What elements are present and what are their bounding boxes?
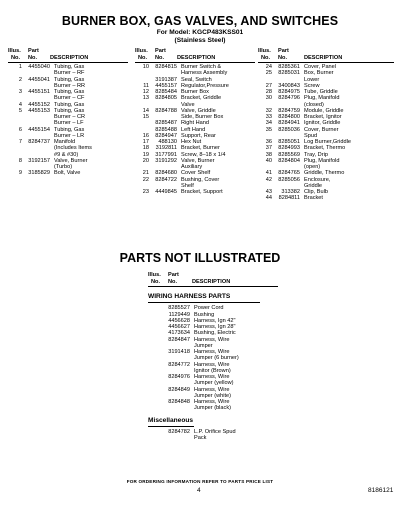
part-description	[181, 64, 255, 77]
model-info	[0, 29, 400, 45]
header-illus: Illus.	[8, 48, 21, 54]
description-line: Bolt, Valve	[54, 170, 81, 177]
page-title: BURNER BOX, GAS VALVES, AND SWITCHES	[61, 14, 339, 28]
header-rule	[8, 62, 128, 63]
illus-number: 11	[143, 82, 149, 89]
part-number: 4455153	[28, 107, 50, 114]
description-line: Bushing, Cover	[181, 176, 220, 183]
illus-number: 6	[18, 126, 22, 133]
description-line: Ignitor, Griddle	[304, 120, 341, 127]
parts-column-3	[258, 48, 394, 202]
illus-number: 24	[265, 64, 272, 70]
part-number: 8284947	[155, 132, 177, 139]
section-title-not-illustrated: PARTS NOT ILLUSTRATED	[119, 251, 281, 265]
description-line: Burner Box	[181, 89, 209, 95]
part-number: 8285056	[278, 176, 300, 183]
part-description	[304, 195, 394, 201]
header-illus-no: No.	[11, 54, 21, 61]
part-description	[304, 127, 394, 140]
part-description	[194, 362, 278, 375]
description-line: Jumper (white)	[194, 392, 231, 399]
header-illus: Illus.	[148, 272, 161, 278]
part-number: 3400843	[278, 82, 300, 89]
description-line: Bushing, Electric	[194, 330, 236, 337]
description-line: Bracket, Thermo	[304, 145, 346, 152]
description-line: Tubing, Gas	[54, 76, 85, 83]
description-line: Tube, Griddle	[304, 89, 338, 95]
parts-row	[135, 95, 255, 108]
header-rule	[135, 62, 255, 63]
description-line: Harness Assembly	[181, 70, 228, 77]
description-line: Lower	[304, 76, 320, 83]
parts-row	[148, 337, 278, 350]
part-number: 3177991	[155, 151, 177, 158]
description-line: Bracket, Support	[181, 189, 223, 195]
page-number: 4	[197, 487, 201, 494]
illus-number: 43	[265, 189, 272, 195]
description-line: Bracket, Ignitor	[304, 114, 342, 120]
description-line: (closed)	[304, 101, 324, 108]
description-line: Jumper (yellow)	[194, 380, 234, 387]
part-number: 8284975	[278, 89, 300, 95]
parts-row	[258, 177, 394, 190]
part-number: 4455152	[28, 101, 50, 108]
parts-row	[8, 158, 128, 171]
illus-number: 40	[265, 157, 272, 164]
illus-number: 9	[18, 170, 22, 177]
description-line: Enclosure,	[304, 176, 331, 183]
header-part-no: No.	[168, 278, 178, 285]
illus-number: 42	[265, 176, 272, 183]
part-description	[304, 95, 394, 108]
header-illus-no: No.	[261, 54, 271, 61]
description-line: Tubing, Gas	[54, 107, 85, 114]
illus-number: 44	[265, 195, 272, 202]
illus-number: 10	[142, 64, 149, 70]
part-number: 8284811	[278, 195, 300, 202]
description-line: Spud	[304, 132, 318, 139]
part-number: 8284804	[278, 157, 300, 164]
header-rule	[258, 62, 394, 63]
parts-row	[148, 349, 278, 362]
description-line: (open)	[304, 164, 321, 170]
wiring-harness-title: WIRING HARNESS PARTS	[148, 294, 278, 300]
header-part: Part	[28, 48, 39, 54]
parts-row	[258, 95, 394, 108]
description-line: (Includes Items	[54, 145, 92, 152]
description-line: Plug, Manifold	[304, 157, 340, 164]
part-number: 8285488	[155, 126, 177, 133]
description-line: Tubing, Gas	[54, 101, 85, 108]
description-line: Regulator,Pressure	[181, 82, 229, 89]
parts-row	[148, 374, 278, 387]
part-description	[54, 127, 128, 140]
part-number: 4455154	[28, 126, 50, 133]
description-line: Tray, Drip	[304, 151, 328, 158]
description-line: Valve	[181, 101, 195, 108]
description-line: Seal, Switch	[181, 76, 212, 83]
description-line: Harness, Wire	[194, 361, 230, 368]
header-description: DESCRIPTION	[177, 54, 216, 61]
part-number: 8284796	[278, 95, 300, 102]
part-number: 8284722	[155, 176, 177, 183]
part-number: 313382	[281, 189, 300, 195]
description-line: Jumper (6 burner)	[194, 355, 239, 362]
column-header	[258, 48, 394, 64]
illus-number: 20	[142, 157, 149, 164]
part-description	[54, 77, 128, 90]
illus-number: 34	[265, 120, 272, 127]
part-number: 3191387	[155, 76, 177, 83]
description-line: Griddle	[304, 182, 323, 189]
model-line: For Model: KGCP483KSS01	[156, 29, 244, 36]
illus-number: 41	[265, 170, 272, 177]
parts-row	[148, 399, 278, 412]
parts-row	[148, 429, 278, 442]
illus-number: 13	[142, 95, 149, 102]
part-number: 8285487	[155, 120, 177, 127]
part-description	[304, 177, 394, 190]
header-part-no: No.	[28, 54, 38, 61]
part-number: 4455041	[28, 76, 50, 83]
illus-number: 7	[18, 139, 22, 145]
part-description	[54, 158, 128, 171]
illus-number: 19	[142, 151, 149, 158]
part-number: 8284788	[155, 107, 177, 114]
part-number: 8284680	[155, 170, 177, 177]
illus-number: 17	[142, 139, 149, 145]
description-line: Harness, Ign 28"	[194, 324, 236, 330]
part-number: 8284805	[155, 95, 177, 102]
part-number: 3191292	[155, 157, 177, 164]
parts-row	[8, 170, 128, 176]
underline	[148, 426, 194, 427]
description-line: Burner – CR	[54, 114, 86, 120]
description-line: Tubing, Gas	[54, 64, 85, 70]
description-line: Harness, Wire	[194, 336, 230, 343]
part-description	[54, 64, 128, 77]
part-number: 8284849	[168, 386, 190, 393]
parts-row	[8, 64, 128, 77]
part-number: 8284772	[168, 361, 190, 368]
part-number: 4455040	[28, 64, 50, 70]
parts-row	[8, 108, 128, 127]
description-line: Shelf	[181, 182, 194, 189]
model-sub: (Stainless Steel)	[174, 37, 226, 44]
part-number: 8285527	[168, 305, 190, 312]
header-part-no: No.	[155, 54, 165, 61]
description-line: Module, Griddle	[304, 107, 344, 114]
description-line: (Turbo)	[54, 164, 73, 170]
part-number: 8285569	[278, 151, 300, 158]
header-part: Part	[168, 272, 179, 278]
header-description: DESCRIPTION	[304, 54, 343, 61]
part-description	[194, 399, 278, 412]
part-description	[181, 158, 255, 171]
part-number: 488130	[158, 139, 177, 145]
part-description	[304, 70, 394, 83]
part-number: 4456628	[168, 317, 190, 324]
parts-row	[258, 127, 394, 140]
description-line: Clip, Bulb	[304, 189, 328, 195]
illus-number: 23	[142, 189, 149, 195]
part-description	[54, 108, 128, 127]
parts-row	[8, 77, 128, 90]
description-line: Griddle, Thermo	[304, 170, 345, 177]
miscellaneous-title: Miscellaneous	[148, 418, 278, 424]
illus-number: 28	[265, 89, 272, 95]
description-line: Pack	[194, 435, 207, 441]
parts-row	[258, 70, 394, 83]
description-line: Left Hand	[181, 126, 206, 133]
part-description	[194, 349, 278, 362]
illus-number: 35	[265, 126, 272, 133]
description-line: Harness, Wire	[194, 374, 230, 380]
parts-row	[135, 189, 255, 195]
parts-row	[8, 139, 128, 158]
illus-number: 27	[265, 82, 272, 89]
illus-number: 37	[265, 145, 272, 152]
part-number: 8284759	[278, 107, 300, 114]
description-line: #9 & #30)	[54, 151, 79, 158]
description-line: Valve, Burner	[54, 157, 88, 164]
description-line: Plug, Manifold	[304, 95, 340, 102]
part-number: 8285361	[278, 64, 300, 70]
header-illus-no: No.	[138, 54, 148, 61]
description-line: Burner – RF	[54, 70, 85, 77]
description-line: Auxiliary	[181, 164, 203, 170]
header-description: DESCRIPTION	[192, 278, 231, 285]
header-part: Part	[155, 48, 166, 54]
description-line: Jumper	[194, 342, 213, 349]
parts-row	[8, 89, 128, 102]
part-number: 8284941	[278, 120, 300, 127]
description-line: Ignitor (Brown)	[194, 367, 231, 374]
part-number: 3185829	[28, 170, 50, 177]
description-line: Screw, 8–18 x 1/4	[181, 151, 226, 158]
part-description	[194, 337, 278, 350]
description-line: Bracket	[304, 195, 323, 202]
description-line: Box, Burner	[304, 70, 334, 77]
description-line: Cover, Burner	[304, 126, 339, 133]
parts-row	[135, 158, 255, 171]
illus-number: 36	[265, 139, 272, 145]
description-line: Tubing, Gas	[54, 89, 85, 95]
description-line: Burner – CF	[54, 95, 85, 102]
description-line: Harness, Wire	[194, 386, 230, 393]
description-line: Manifold	[54, 139, 76, 145]
part-number: 8284976	[168, 374, 190, 380]
part-description	[54, 89, 128, 102]
description-line: Bushing	[194, 311, 215, 318]
document-number: 8186121	[368, 487, 394, 494]
illus-number: 15	[142, 114, 149, 120]
part-description	[194, 374, 278, 387]
part-number: 4456627	[168, 324, 190, 330]
description-line: Burner Switch &	[181, 64, 222, 70]
illus-number: 18	[142, 145, 149, 152]
description-line: Harness, Wire	[194, 399, 230, 405]
parts-row	[258, 195, 394, 201]
description-line: Support, Rear	[181, 132, 216, 139]
illus-number: 1	[18, 64, 22, 70]
description-line: Burner – LR	[54, 132, 85, 139]
header-part: Part	[278, 48, 289, 54]
illus-number: 30	[265, 95, 272, 102]
part-description	[194, 429, 278, 442]
parts-row	[8, 127, 128, 140]
header-illus-no: No.	[151, 278, 161, 285]
part-description	[54, 170, 128, 176]
description-line: Valve, Burner	[181, 157, 215, 164]
header-part-no: No.	[278, 54, 288, 61]
column-header	[135, 48, 255, 64]
illus-number: 25	[265, 70, 272, 77]
description-line: Hex Nut	[181, 139, 202, 145]
description-line: Screw	[304, 82, 320, 89]
illus-number: 5	[18, 107, 22, 114]
illus-number: 8	[18, 157, 22, 164]
illus-number: 22	[142, 176, 149, 183]
header-illus: Illus.	[135, 48, 148, 54]
part-number: 8284993	[278, 145, 300, 152]
illus-number: 12	[142, 89, 149, 95]
part-number: 8285031	[278, 70, 300, 77]
illus-number: 38	[265, 151, 272, 158]
description-line: Burner – RR	[54, 82, 86, 89]
description-line: Bracket, Griddle	[181, 95, 222, 102]
parts-row	[148, 387, 278, 400]
description-line: L.P. Orifice Spud	[194, 428, 236, 435]
description-line: Right Hand	[181, 120, 209, 127]
underline	[148, 302, 260, 303]
illus-number: 33	[265, 114, 272, 120]
part-number: 8284737	[28, 139, 50, 145]
part-description	[181, 189, 255, 195]
description-line: Jumper (black)	[194, 405, 231, 412]
header-rule	[148, 286, 278, 287]
parts-row	[135, 64, 255, 77]
part-number: 3191418	[168, 349, 190, 355]
parts-column-1	[8, 48, 128, 177]
illus-number: 16	[142, 132, 149, 139]
part-number: 3192157	[28, 157, 50, 164]
description-line: Harness, Ign 42"	[194, 317, 236, 324]
part-description	[181, 177, 255, 190]
illus-number: 4	[18, 101, 22, 108]
description-line: Valve, Griddle	[181, 107, 216, 114]
part-number: 8285051	[278, 139, 300, 145]
footer-note: FOR ORDERING INFORMATION REFER TO PARTS PRICE LIST	[126, 479, 274, 484]
part-number: 4455151	[28, 89, 50, 95]
header-description: DESCRIPTION	[50, 54, 89, 61]
part-number: 8284847	[168, 336, 190, 343]
part-number: 8284765	[278, 170, 300, 177]
illus-number: 3	[18, 89, 22, 95]
description-line: Burner – LF	[54, 120, 84, 127]
column-header	[8, 48, 128, 64]
part-description	[181, 95, 255, 108]
description-line: Cover, Panel	[304, 64, 337, 70]
part-number: 8285484	[155, 89, 177, 95]
part-number: 4449845	[155, 189, 177, 195]
part-description	[54, 139, 128, 158]
description-line: Log Burner,Griddle	[304, 139, 351, 145]
description-line: Bracket, Burner	[181, 145, 220, 152]
parts-row	[135, 177, 255, 190]
illus-number: 21	[142, 170, 149, 177]
illus-number: 32	[265, 107, 272, 114]
part-number: 1129449	[168, 311, 190, 318]
description-line: Harness, Wire	[194, 349, 230, 355]
description-line: Tubing, Gas	[54, 126, 85, 133]
illus-number: 2	[18, 76, 22, 83]
part-number: 4173634	[168, 330, 190, 337]
column-header	[148, 272, 278, 288]
illus-number: 14	[142, 107, 149, 114]
part-number: 8285036	[278, 126, 300, 133]
part-number: 4455157	[155, 82, 177, 89]
description-line: Cover Shelf	[181, 170, 211, 177]
description-line: Power Cord	[194, 305, 224, 312]
parts-row	[258, 158, 394, 171]
part-description	[194, 387, 278, 400]
parts-not-illustrated-list	[148, 272, 278, 441]
parts-column-2	[135, 48, 255, 195]
part-description	[304, 158, 394, 171]
description-line: Side, Burner Box	[181, 114, 224, 120]
header-illus: Illus.	[258, 48, 271, 54]
part-number: 3192811	[155, 145, 177, 152]
part-number: 8284782	[168, 428, 190, 435]
part-number: 8284800	[278, 114, 300, 120]
part-number: 8284848	[168, 399, 190, 405]
parts-row	[148, 362, 278, 375]
part-number: 8284815	[155, 64, 177, 70]
